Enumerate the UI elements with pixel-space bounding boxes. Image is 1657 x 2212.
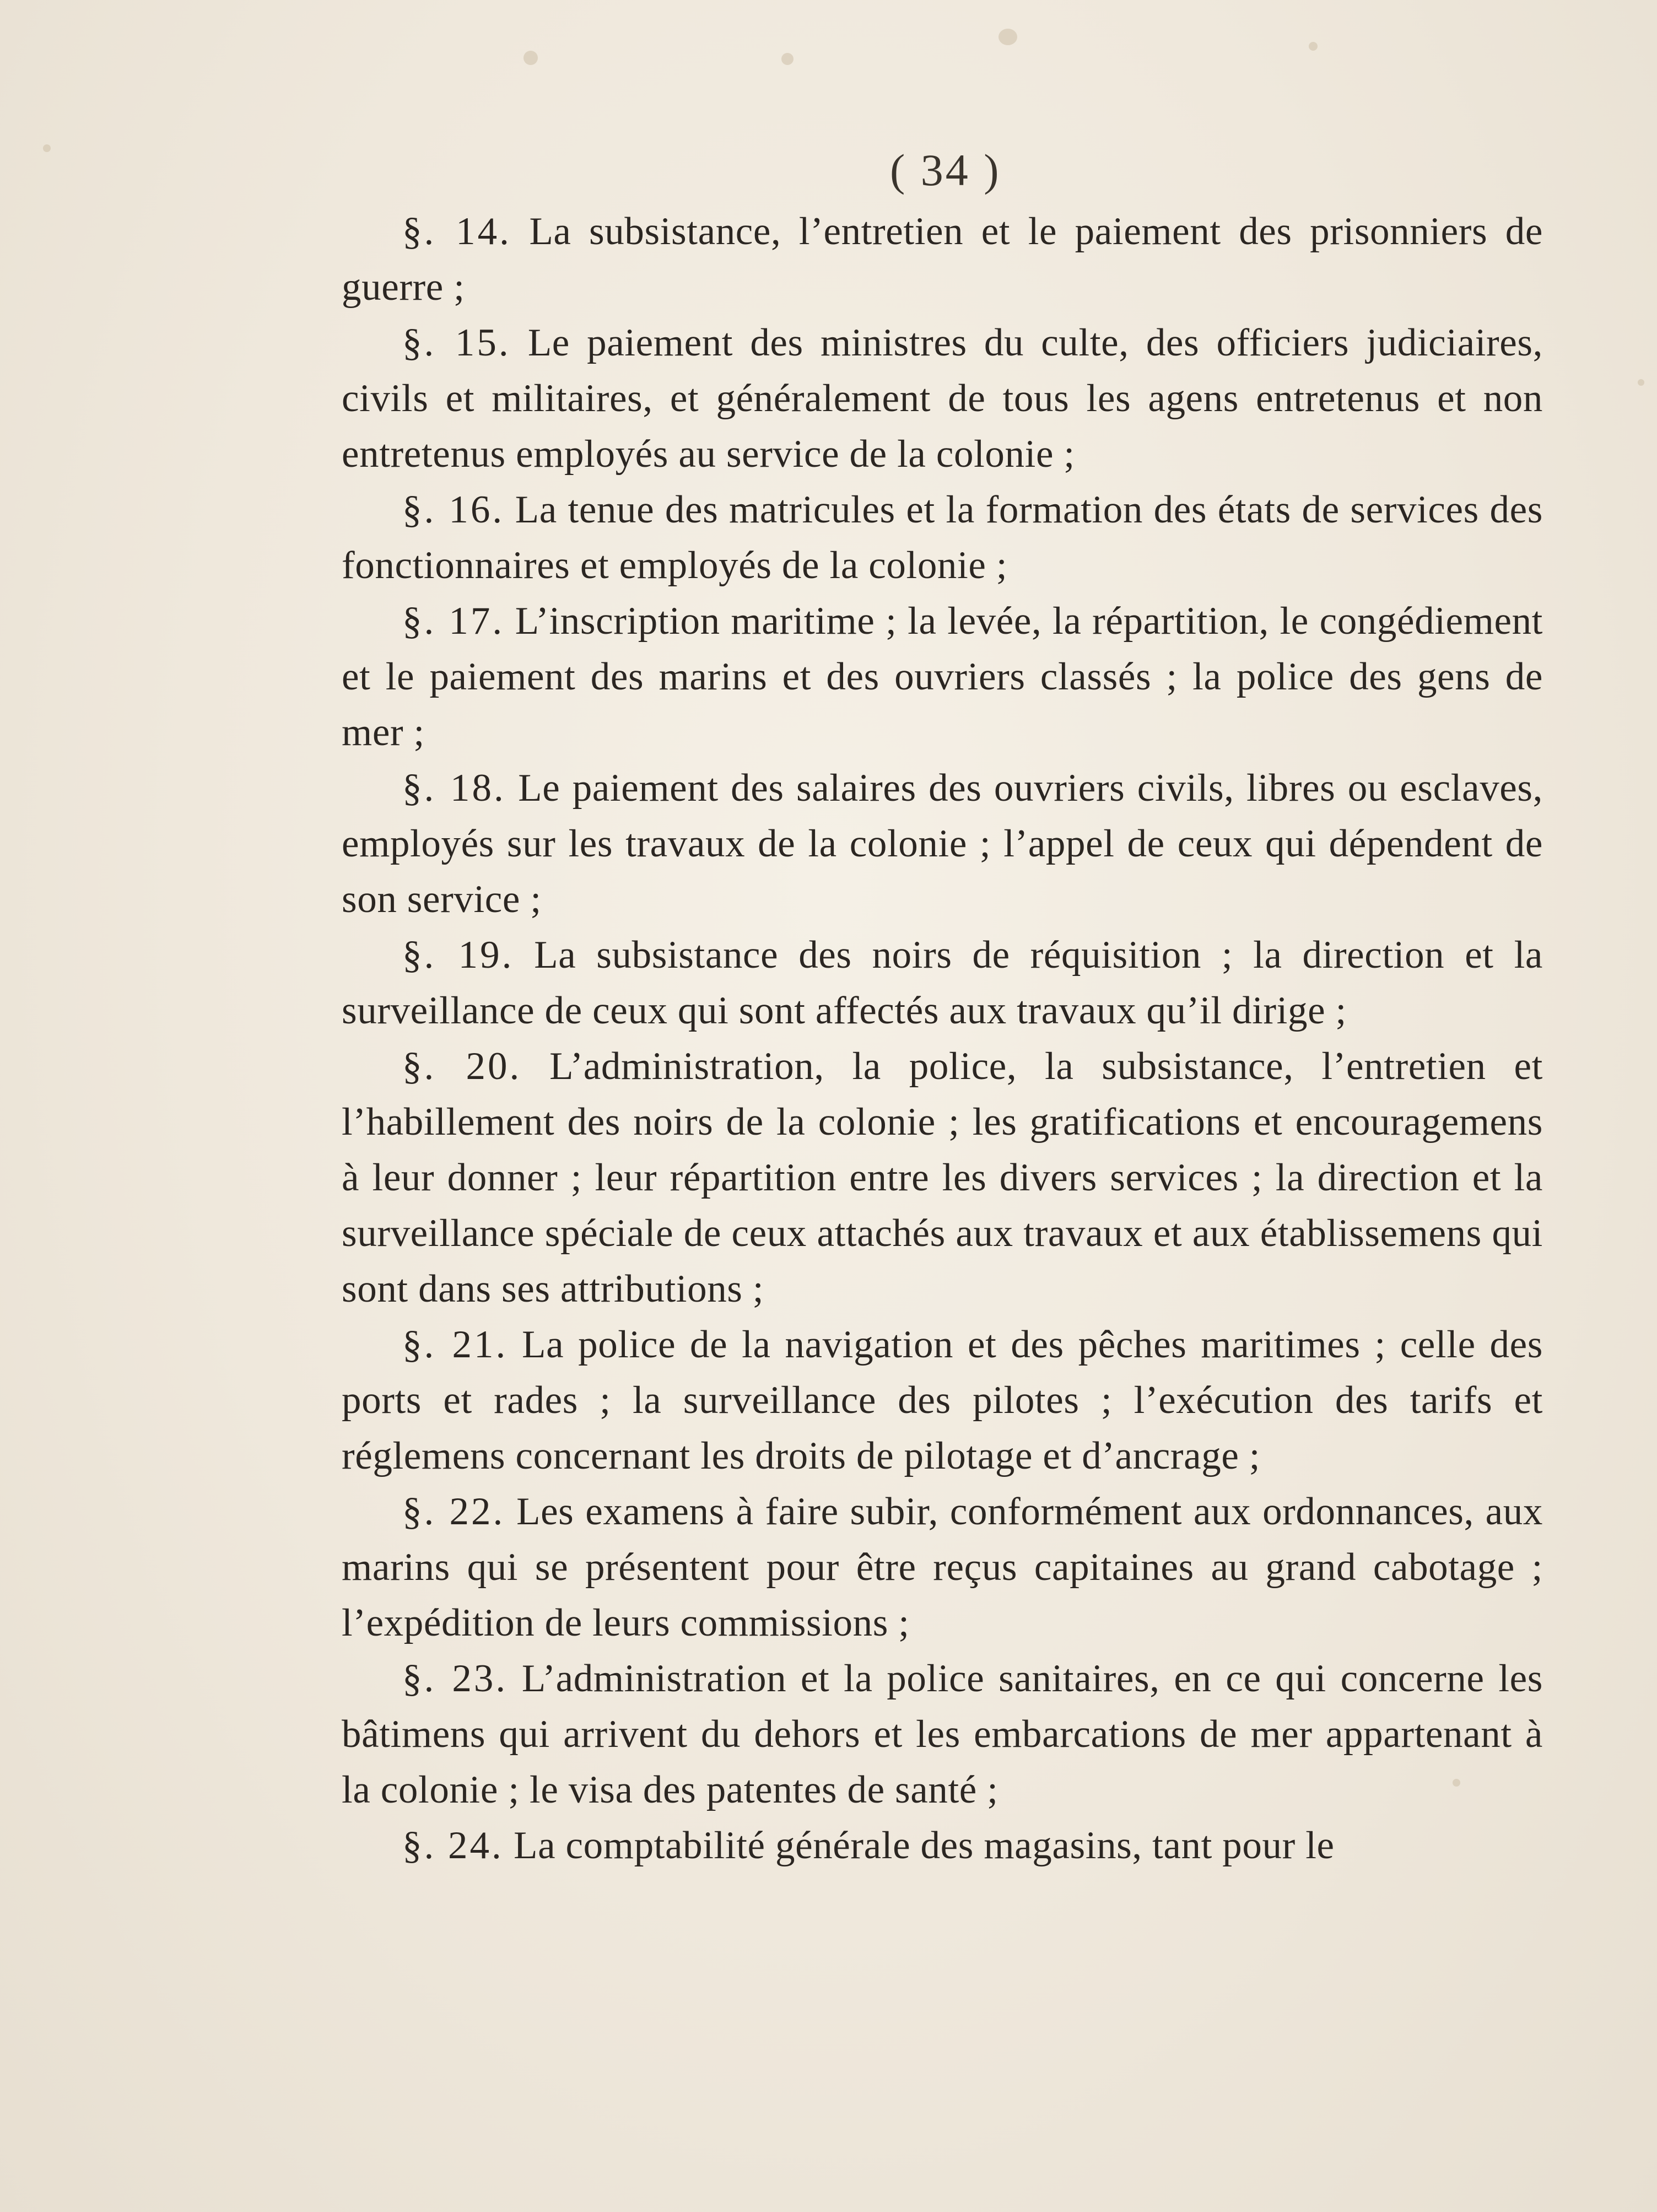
paragraph-text: La tenue des matricules et la formation des états de services des fonctionnaires et employés de la colonie ;: [342, 488, 1543, 587]
paragraph-section-23: [342, 1651, 1543, 1818]
paragraph-section-19: [342, 927, 1543, 1039]
paragraph-section-21: [342, 1317, 1543, 1484]
paragraph-section-14: [342, 204, 1543, 315]
page-number: ( 34 ): [890, 145, 1001, 195]
paragraph-section-15: [342, 315, 1543, 482]
stain-spot: [781, 53, 794, 65]
stain-spot: [1309, 42, 1318, 51]
paragraph-section-22: [342, 1484, 1543, 1651]
paragraph-text: La comptabilité générale des magasins, tant pour le: [514, 1824, 1335, 1867]
section-number: §. 14.: [402, 210, 511, 253]
paragraph-section-16: [342, 482, 1543, 594]
paragraph-text: La subsistance, l’entretien et le paiement des prisonniers de guerre ;: [342, 210, 1543, 309]
paragraph-text: Le paiement des salaires des ouvriers civils, libres ou esclaves, employés sur les travaux de la colonie ; l’appel de ceux qui dépendent de son service ;: [342, 767, 1543, 921]
section-number: §. 21.: [402, 1323, 508, 1366]
section-number: §. 19.: [402, 934, 514, 976]
section-number: §. 18.: [402, 767, 506, 810]
paragraph-section-18: [342, 760, 1543, 927]
section-number: §. 24.: [402, 1824, 504, 1867]
body-text: [342, 204, 1543, 1874]
section-number: §. 22.: [402, 1490, 505, 1533]
stain-spot: [998, 29, 1017, 45]
paragraph-text: Le paiement des ministres du culte, des officiers judiciaires, civils et militaires, et généralement de tous les agens entretenus et non entretenus employés au service de la colonie ;: [342, 321, 1543, 476]
section-number: §. 17.: [402, 600, 505, 643]
section-number: §. 23.: [402, 1657, 508, 1700]
section-number: §. 15.: [402, 321, 511, 364]
stain-spot: [523, 51, 538, 65]
paragraph-text: L’administration et la police sanitaires, en ce qui concerne les bâtimens qui arrivent du dehors et les embarcations de mer appartenant à la colonie ; le visa des patentes de santé ;: [342, 1657, 1543, 1811]
paragraph-text: L’administration, la police, la subsistance, l’entretien et l’habillement des noirs de la colonie ; les gratifications et encouragemens à leur donner ; leur répartition entre les divers services ; la direction et la surveillance spéciale de ceux attachés aux travaux et aux établissemens qui sont dans ses attributions ;: [342, 1045, 1543, 1310]
section-number: §. 20.: [402, 1045, 522, 1088]
stain-spot: [43, 144, 51, 152]
paragraph-text: L’inscription maritime ; la levée, la répartition, le congédiement et le paiement des marins et des ouvriers classés ; la police des gens de mer ;: [342, 600, 1543, 754]
paragraph-text: La subsistance des noirs de réquisition ; la direction et la surveillance de ceux qui sont affectés aux travaux qu’il dirige ;: [342, 934, 1543, 1032]
paragraph-text: La police de la navigation et des pêches maritimes ; celle des ports et rades ; la surveillance des pilotes ; l’exécution des tarifs et réglemens concernant les droits de pilotage et d’ancrage ;: [342, 1323, 1543, 1477]
paragraph-section-20: [342, 1039, 1543, 1317]
paragraph-section-17: [342, 594, 1543, 760]
paragraph-text: Les examens à faire subir, conformément aux ordonnances, aux marins qui se présentent pour être reçus capitaines au grand cabotage ; l’expédition de leurs commissions ;: [342, 1490, 1543, 1644]
section-number: §. 16.: [402, 488, 505, 531]
paragraph-section-24: [342, 1818, 1543, 1874]
stain-spot: [1638, 379, 1644, 386]
